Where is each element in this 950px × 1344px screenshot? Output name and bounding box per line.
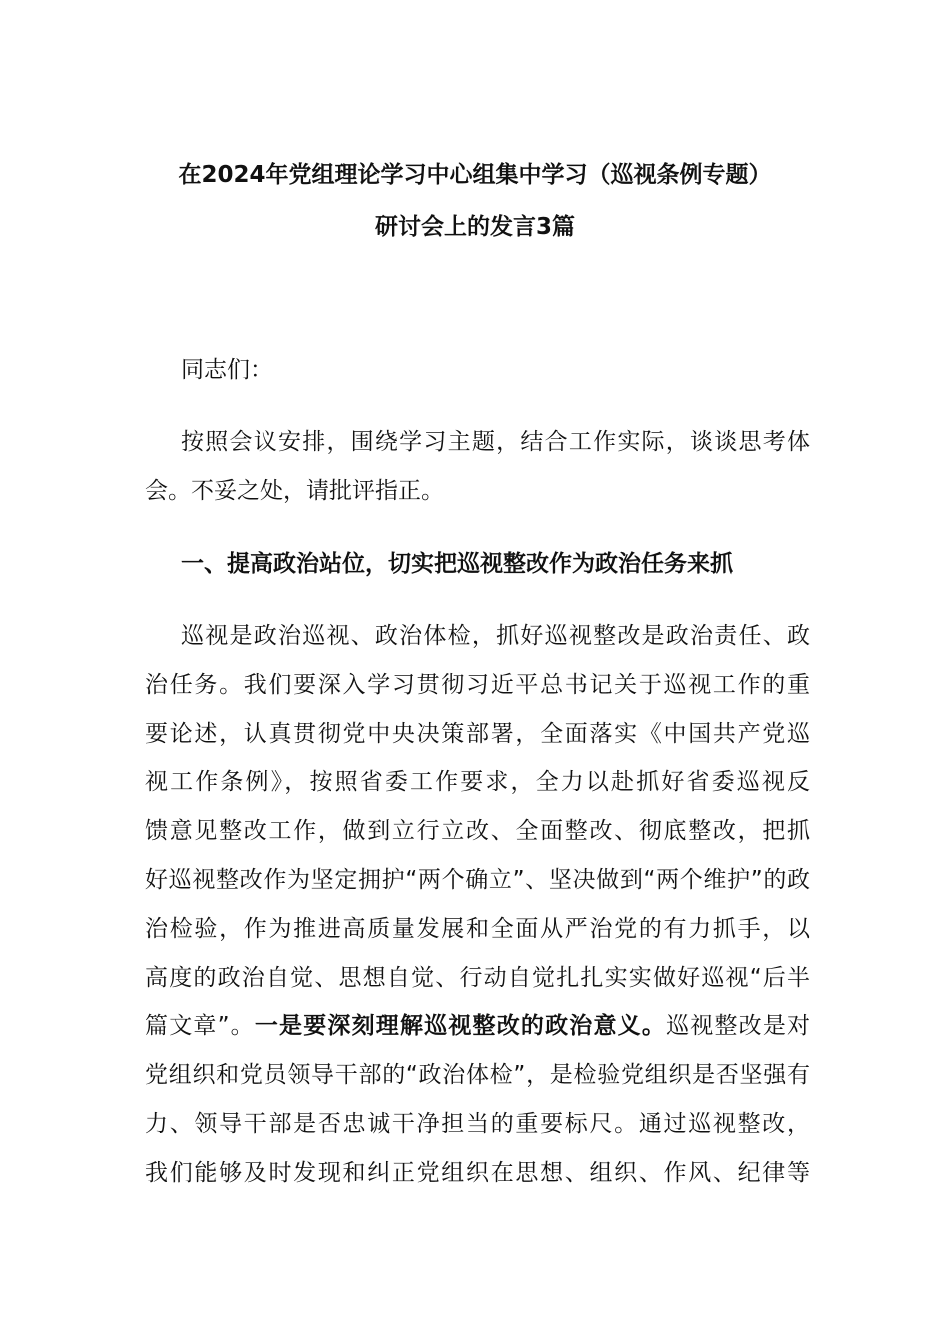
- body-line: 视工作条例》，按照省委工作要求，全力以赴抓好省委巡视反: [145, 769, 810, 796]
- section-heading: [145, 540, 810, 589]
- greeting-text: 同志们：: [181, 357, 273, 383]
- intro-line: 会。不妥之处，请批评指正。: [145, 477, 444, 504]
- intro-line: 按照会议安排，围绕学习主题，结合工作实际，谈谈思考体: [181, 429, 810, 455]
- body-line: 治检验，作为推进高质量发展和全面从严治党的有力抓手，以: [145, 915, 810, 942]
- body-paragraph: [145, 612, 810, 1198]
- body-line: 力、领导干部是否忠诚干净担当的重要标尺。通过巡视整改，: [145, 1110, 810, 1137]
- body-line: 高度的政治自觉、思想自觉、行动自觉扎扎实实做好巡视“后半: [145, 964, 810, 991]
- body-text: 巡视整改是对: [666, 1013, 811, 1040]
- body-line: 我们能够及时发现和纠正党组织在思想、组织、作风、纪律等: [145, 1159, 810, 1186]
- intro-paragraph: [145, 418, 810, 516]
- emphasis-text: 一是要深刻理解巡视整改的政治意义。: [254, 1013, 667, 1040]
- body-line: 好巡视整改作为坚定拥护“两个确立”、坚决做到“两个维护”的政: [145, 866, 810, 893]
- document-title-line-1: 在2024年党组理论学习中心组集中学习（巡视条例专题）: [178, 162, 772, 188]
- body-line-with-emphasis: [145, 1002, 810, 1051]
- body-text: 篇文章”。: [145, 1013, 255, 1040]
- section-heading-text: 一、提高政治站位，切实把巡视整改作为政治任务来抓: [181, 551, 733, 577]
- body-line: 治任务。我们要深入学习贯彻习近平总书记关于巡视工作的重: [145, 671, 810, 698]
- body-line: 巡视是政治巡视、政治体检，抓好巡视整改是政治责任、政: [181, 623, 810, 649]
- body-line: 要论述，认真贯彻党中央决策部署，全面落实《中国共产党巡: [145, 720, 810, 747]
- body-line: 党组织和党员领导干部的“政治体检”，是检验党组织是否坚强有: [145, 1062, 810, 1089]
- document-title-line-2: 研讨会上的发言3篇: [374, 214, 575, 240]
- greeting-paragraph: [145, 346, 810, 395]
- body-line: 馈意见整改工作，做到立行立改、全面整改、彻底整改，把抓: [145, 818, 810, 845]
